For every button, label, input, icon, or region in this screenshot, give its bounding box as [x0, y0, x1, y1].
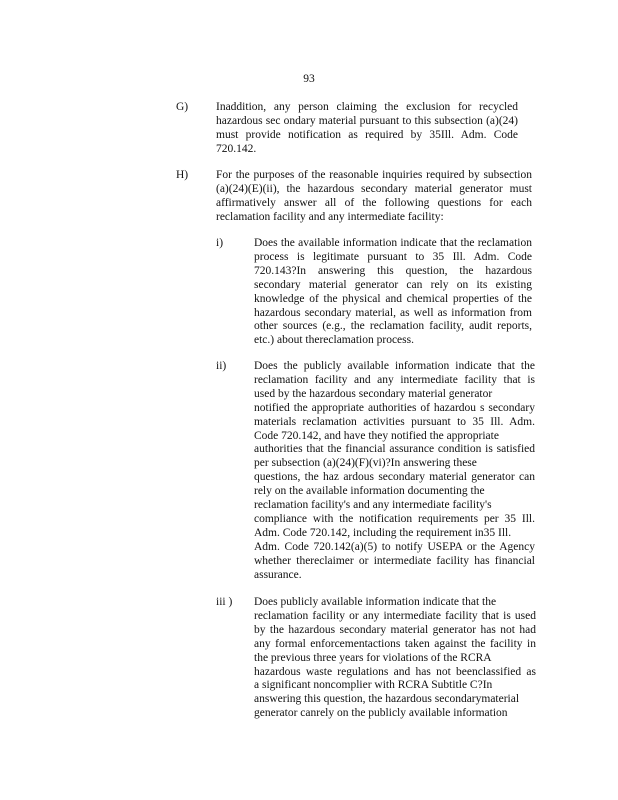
item-label-g: G): [176, 101, 189, 113]
text-line: Does the available information indicate that the reclamation: [254, 237, 532, 249]
text-line: the previous three years for violations of the RCRA: [254, 651, 492, 664]
text-line: reclamation facility or any intermediate facility that is used: [254, 609, 536, 622]
text-line: materials reclamation activities pursuant to 35 Ill. Adm.: [254, 415, 535, 428]
text-line: hazardous secondary material, as well as information from: [254, 306, 532, 319]
item-label-ii: ii): [216, 360, 227, 372]
text-line: reclamation facility's and any intermediate facility's: [254, 499, 492, 512]
text-line: generator canrely on the publicly available information: [254, 707, 508, 720]
text-line: secondary material generator can rely on its existing: [254, 278, 532, 291]
item-text-iii: [254, 596, 536, 721]
text-line: notified the appropriate authorities of hazardou s secondary: [254, 401, 535, 414]
item-text-i: [254, 237, 532, 348]
text-line: process is legitimate pursuant to 35 Ill. Adm. Code: [254, 250, 532, 263]
text-line: compliance with the notification requirements per 35 Ill.: [254, 512, 535, 525]
item-label-h: H): [176, 169, 189, 181]
page-number: 93: [303, 73, 315, 85]
text-line: authorities that the financial assurance condition is satisfied: [254, 443, 535, 456]
text-line: Does the publicly available information indicate that the: [254, 360, 535, 372]
text-line: used by the hazardous secondary material generator: [254, 387, 493, 400]
text-line: Code 720.142, and have they notified the appropriate: [254, 429, 499, 442]
item-text-h: [216, 169, 532, 225]
text-line: hazardous sec ondary material pursuant to this subsection (a)(24): [216, 114, 518, 127]
text-line: Adm. Code 720.142, including the requirement in35 Ill.: [254, 526, 512, 539]
text-line: (a)(24)(E)(ii), the hazardous secondary material generator must: [216, 182, 532, 195]
text-line: whether thereclaimer or intermediate facility has financial: [254, 554, 535, 567]
text-line: a significant noncomplier with RCRA Subtitle C?In: [254, 679, 493, 692]
text-line: must provide notification as required by 35Ill. Adm. Code: [216, 128, 518, 141]
text-line: answering this question, the hazardous secondarymaterial: [254, 693, 520, 706]
text-line: affirmatively answer all of the following questions for each: [216, 196, 532, 209]
text-line: 720.142.: [216, 142, 257, 155]
text-line: reclamation facility and any intermediate facility that is: [254, 373, 535, 386]
text-line: questions, the haz ardous secondary material generator can: [254, 471, 535, 484]
text-line: hazardous waste regulations and has not beenclassified as: [254, 665, 536, 678]
text-line: Does publicly available information indicate that the: [254, 596, 497, 608]
text-line: Adm. Code 720.142(a)(5) to notify USEPA or the Agency: [254, 540, 535, 553]
text-line: knowledge of the physical and chemical properties of the: [254, 292, 532, 305]
text-line: rely on the available information documenting the: [254, 485, 485, 498]
text-line: For the purposes of the reasonable inquiries required by subsection: [216, 169, 532, 181]
text-line: other sources (e.g., the reclamation facility, audit reports,: [254, 320, 532, 333]
text-line: per subsection (a)(24)(F)(vi)?In answering these: [254, 457, 477, 470]
text-line: reclamation facility and any intermediate facility:: [216, 210, 444, 223]
text-line: Inaddition, any person claiming the exclusion for recycled: [216, 101, 518, 113]
text-line: assurance.: [254, 568, 302, 581]
text-line: 720.143?In answering this question, the hazardous: [254, 264, 532, 277]
text-line: etc.) about thereclamation process.: [254, 334, 414, 347]
item-label-iii: iii ): [216, 596, 233, 608]
item-label-i: i): [216, 237, 224, 249]
item-text-ii: [254, 360, 535, 583]
text-line: by the hazardous secondary material generator has not had: [254, 623, 536, 636]
item-text-g: [216, 101, 518, 157]
text-line: any formal enforcementactions taken against the facility in: [254, 637, 536, 650]
